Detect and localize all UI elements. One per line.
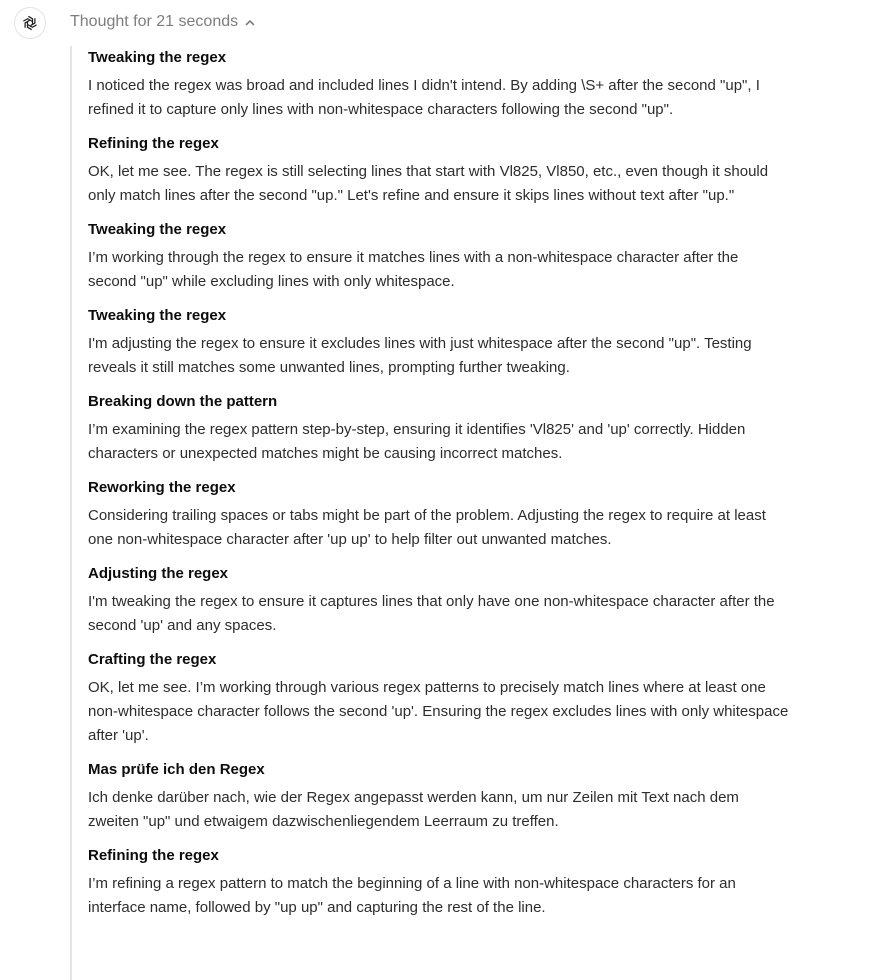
thought-steps [70, 46, 790, 980]
step-title: Tweaking the regex [88, 49, 227, 66]
thought-toggle[interactable] [70, 13, 256, 31]
step-title: Reworking the regex [88, 479, 236, 496]
step-title: Adjusting the regex [88, 565, 229, 582]
step-body: I’m examining the regex pattern step-by-step, ensuring it identifies 'Vl825' and 'up' correctly. Hidden characters or unexpected matches might be causing incorrect matches. [88, 421, 746, 462]
thought-duration-label: Thought for 21 seconds [70, 13, 239, 30]
thought-step [88, 476, 790, 552]
step-body: Considering trailing spaces or tabs might be part of the problem. Adjusting the regex to require at least one non-whitespace character after 'up up' to help filter out unwanted matches. [88, 507, 766, 548]
step-title: Mas prüfe ich den Regex [88, 761, 265, 778]
step-title: Refining the regex [88, 135, 219, 152]
step-body: OK, let me see. I’m working through various regex patterns to precisely match lines where at least one non-whitespace character follows the second 'up'. Ensuring the regex excludes lines with only whitespace after 'up'. [88, 679, 789, 744]
thought-step [88, 390, 790, 466]
step-body: I noticed the regex was broad and included lines I didn't intend. By adding \S+ after the second "up", I refined it to capture only lines with non-whitespace characters following the second "up". [88, 77, 760, 118]
step-body: I’m refining a regex pattern to match the beginning of a line with non-whitespace characters for an interface name, followed by "up up" and capturing the rest of the line. [88, 875, 736, 916]
thought-step [88, 844, 790, 920]
openai-logo-icon [14, 7, 46, 39]
step-body: I’m working through the regex to ensure it matches lines with a non-whitespace character after the second "up" while excluding lines with only whitespace. [88, 249, 739, 290]
thought-step [88, 218, 790, 294]
step-title: Tweaking the regex [88, 221, 227, 238]
thought-step [88, 758, 790, 834]
step-body: I'm adjusting the regex to ensure it excludes lines with just whitespace after the second "up". Testing reveals it still matches some unwanted lines, prompting further tweaking. [88, 335, 752, 376]
step-title: Tweaking the regex [88, 307, 227, 324]
step-body: OK, let me see. The regex is still selecting lines that start with Vl825, Vl850, etc., even though it should only match lines after the second "up." Let's refine and ensure it skips lines without text after "up." [88, 163, 769, 204]
step-title: Crafting the regex [88, 651, 217, 668]
step-body: I'm tweaking the regex to ensure it captures lines that only have one non-whitespace character after the second 'up' and any spaces. [88, 593, 775, 634]
step-title: Refining the regex [88, 847, 219, 864]
thought-step [88, 304, 790, 380]
thought-step [88, 46, 790, 122]
thought-step [88, 648, 790, 748]
thought-step [88, 562, 790, 638]
step-body: Ich denke darüber nach, wie der Regex angepasst werden kann, um nur Zeilen mit Text nach dem zweiten "up" und etwaigem dazwischenliegendem Leerraum zu treffen. [88, 789, 739, 830]
chevron-up-icon [244, 17, 256, 29]
thought-step [88, 132, 790, 208]
step-title: Breaking down the pattern [88, 393, 278, 410]
